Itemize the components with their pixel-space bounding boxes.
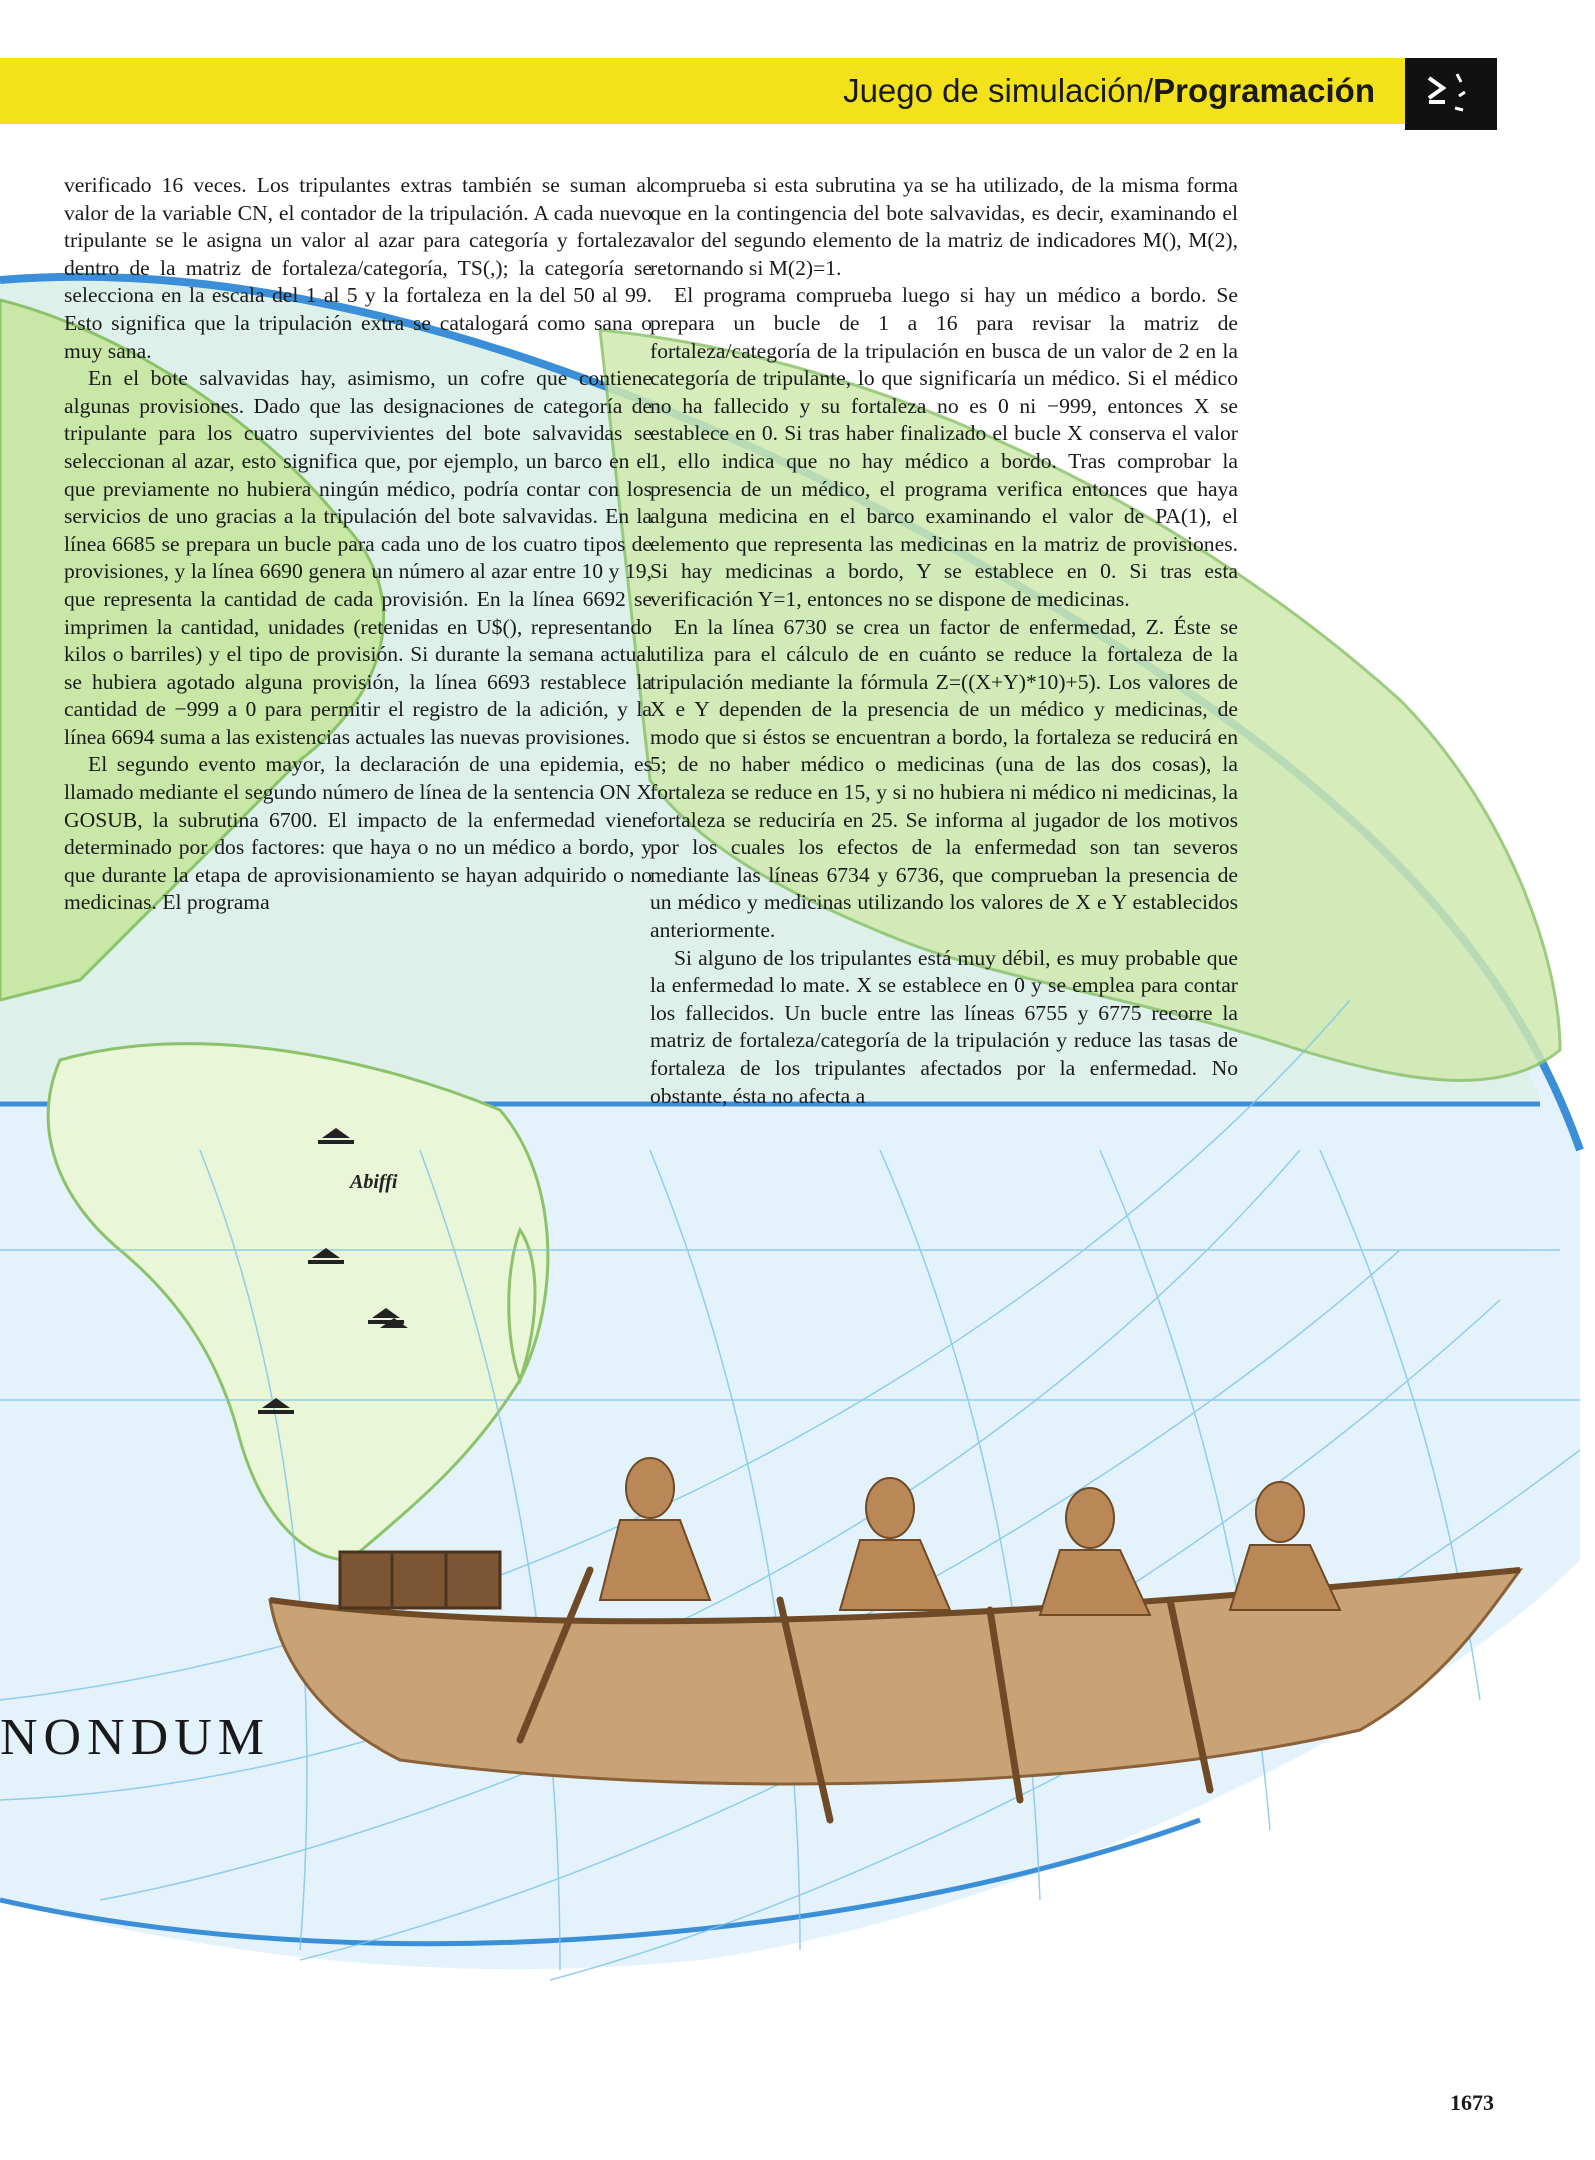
- paragraph: El programa comprueba luego si hay un médico a bordo. Se prepara un bucle de 1 a 16 para revisar la matriz de fortaleza/categoría de la tripulación en busca de un valor de 2 en la categoría de tripulante, lo que significaría un médico. Si el médico no ha fallecido y su fortaleza no es 0 ni −999, entonces X se establece en 0. Si tras haber finalizado el bucle X conserva el valor 1, ello indica que no hay médico a bordo. Tras comprobar la presencia de un médico, el programa verifica entonces que haya alguna medicina en el barco examinando el valor de PA(1), el elemento que representa las medicinas en la matriz de provisiones. Si hay medicinas a bordo, Y se establece en 0. Si tras esta verificación Y=1, entonces no se dispone de medicinas.: [650, 283, 1238, 611]
- section-title: [843, 72, 1375, 110]
- paragraph: Si alguno de los tripulantes está muy débil, es muy probable que la enfermedad lo mate. X se establece en 0 y se emplea para contar los fallecidos. Un bucle entre las líneas 6755 y 6775 recorre la matriz de fortaleza/categoría de la tripulación y reduce las tasas de fortaleza de los tripulantes afectados por la enfermedad. No obstante, ésta no afecta a: [650, 945, 1238, 1108]
- supply-chest: [340, 1552, 500, 1608]
- subsection-name: Programación: [1153, 72, 1375, 109]
- left-column: [64, 172, 652, 917]
- series-logo-icon: [1405, 58, 1497, 130]
- paragraph: En la línea 6730 se crea un factor de enfermedad, Z. Éste se utiliza para el cálculo de en cuánto se reduce la fortaleza de la tripulación mediante la fórmula Z=((X+Y)*10)+5). Los valores de X e Y dependen de la presencia de un médico y medicinas, de modo que si éstos se encuentran a bordo, la fortaleza se reducirá en 5; de no haber médico o medicinas (una de las dos cosas), la fortaleza se reduce en 15, y si no hubiera ni médico ni medicinas, la fortaleza se reduciría en 25. Se informa al jugador de los motivos por los cuales los efectos de la enfermedad son tan severos mediante las líneas 6734 y 6736, que comprueban la presencia de un médico y medicinas utilizando los valores de X e Y establecidos anteriormente.: [650, 614, 1238, 943]
- paragraph: El segundo evento mayor, la declaración de una epidemia, es llamado mediante el segundo número de línea de la sentencia ON X GOSUB, la subrutina 6700. El impacto de la enfermedad viene determinado por dos factores: que haya o no un médico a bordo, y que durante la etapa de aprovisionamiento se hayan adquirido o no medicinas. El programa: [64, 752, 652, 915]
- paragraph: comprueba si esta subrutina ya se ha utilizado, de la misma forma que en la contingencia del bote salvavidas, es decir, examinando el valor del segundo elemento de la matriz de indicadores M(), M(2), retornando si M(2)=1.: [650, 173, 1238, 280]
- right-column: [650, 172, 1238, 1110]
- series-logo: [1405, 58, 1497, 130]
- page-number: 1673: [1450, 2090, 1494, 2115]
- map-label-abiffi: Abiffi: [350, 1171, 398, 1193]
- paragraph: verificado 16 veces. Los tripulantes extras también se suman al valor de la variable CN, el contador de la tripulación. A cada nuevo tripulante se le asigna un valor al azar para categoría y fortaleza dentro de la matriz de fortaleza/categoría, TS(,); la categoría se selecciona en la escala del 1 al 5 y la fortaleza en la del 50 al 99. Esto significa que la tripulación extra se catalogará como sana o muy sana.: [64, 173, 652, 363]
- illustration-caption: NONDUM: [0, 1709, 270, 1766]
- section-name: Juego de simulación/: [843, 72, 1154, 109]
- paragraph: En el bote salvavidas hay, asimismo, un cofre que contiene algunas provisiones. Dado que las designaciones de categoría de tripulante para los cuatro supervivientes del bote salvavidas se seleccionan al azar, esto significa que, por ejemplo, un barco en el que previamente no hubiera ningún médico, podría contar con los servicios de uno gracias a la tripulación del bote salvavidas. En la línea 6685 se prepara un bucle para cada uno de los cuatro tipos de provisiones, y la línea 6690 genera un número al azar entre 10 y 19, que representa la cantidad de cada provisión. En la línea 6692 se imprimen la cantidad, unidades (retenidas en U$(), representando kilos o barriles) y el tipo de provisión. Si durante la semana actual se hubiera agotado alguna provisión, la línea 6693 restablece la cantidad de −999 a 0 para permitir el registro de la adición, y la línea 6694 suma a las existencias actuales las nuevas provisiones.: [64, 366, 652, 749]
